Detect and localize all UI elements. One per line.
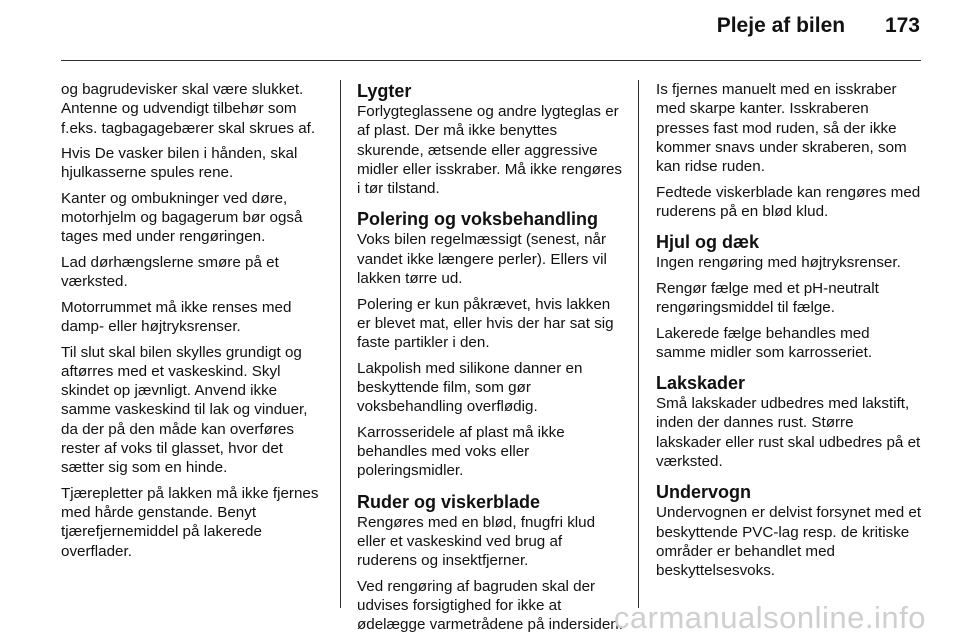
paragraph: Fedtede viskerblade kan rengøres med ruderens på en blød klud. (656, 183, 921, 220)
column-divider (340, 80, 341, 608)
column-1 (61, 80, 327, 567)
paragraph: Karrosseridele af plast må ikke behandles med voks eller poleringsmidler. (357, 423, 565, 480)
section-heading-hjul: Hjul og dæk (656, 232, 759, 253)
paragraph: Polering er kun påkrævet, hvis lakken er blevet mat, eller hvis der har sat sig faste partikler i den. (357, 295, 614, 352)
paragraph: Rengør fælge med et pH-neutralt rengøringsmiddel til fælge. (656, 279, 879, 317)
paragraph: Tjærepletter på lakken må ikke fjernes med hårde genstande. Benyt tjærefjernemiddel på lakerede overflader. (61, 484, 319, 560)
paragraph: Lakpolish med silikone danner en beskyttende film, som gør voksbehandling overflødig. (357, 359, 583, 416)
column-divider (638, 80, 639, 608)
page-number: 173 (884, 14, 920, 37)
paragraph: Hvis De vasker bilen i hånden, skal hjulkasserne spules rene. (61, 145, 298, 182)
paragraph: Til slut skal bilen skylles grundigt og aftørres med et vaskeskind. Skyl skindet op jævnligt. Anvend ikke samme vaskeskind til lak og vinduer, da der på den måde kan overføres rester af voks til glasset, hvor det sætter sig som en hinde. (61, 343, 308, 477)
paragraph: Ingen rengøring med højtryksrenser. (656, 254, 901, 272)
chapter-title: Pleje af bilen (716, 14, 846, 37)
paragraph: Kanter og ombukninger ved døre, motorhjelm og bagagerum bør også tages med under rengøringen. (61, 189, 303, 246)
paragraph: Voks bilen regelmæssigt (senest, når vandet ikke længere perler). Ellers vil lakken tørre ud. (357, 231, 607, 288)
paragraph: Lad dørhængslerne smøre på et værksted. (61, 253, 279, 291)
paragraph: Motorrummet må ikke renses med damp- eller højtryksrenser. (61, 298, 292, 336)
column-3 (656, 80, 922, 587)
section-heading-polering: Polering og voksbehandling (357, 209, 599, 230)
watermark: carmanualsonline.info (613, 600, 926, 635)
column-2 (357, 80, 623, 641)
paragraph: Forlygteglassene og andre lygteglas er af plast. Der må ikke benyttes skurende, ætsende eller aggressive midler eller isskraber. Må ikke rengøres i tør tilstand. (357, 103, 623, 198)
section-heading-lygter: Lygter (357, 81, 412, 101)
section-heading-undervogn: Undervogn (656, 482, 752, 503)
section-heading-lakskader: Lakskader (656, 373, 746, 394)
paragraph: Lakerede fælge behandles med samme midler som karrosseriet. (656, 324, 873, 361)
paragraph: Rengøres med en blød, fnugfri klud eller et vaskeskind ved brug af ruderens og insektfjerner. (357, 513, 596, 570)
paragraph: Is fjernes manuelt med en isskraber med skarpe kanter. Isskraberen presses fast mod ruden, så der ikke kommer snavs under skraberen, som kan ridse ruden. (656, 81, 907, 176)
paragraph: Undervognen er delvist forsynet med et beskyttende PVC-lag resp. de kritiske områder er behandlet med beskyttelsesvoks. (656, 504, 922, 580)
section-heading-ruder: Ruder og viskerblade (357, 491, 541, 512)
header-rule (61, 60, 921, 61)
paragraph: og bagrudevisker skal være slukket. Antenne og udvendigt tilbehør som f.eks. tagbagagebærer skal skrues af. (61, 81, 316, 137)
paragraph: Ved rengøring af bagruden skal der udvises forsigtighed for ikke at ødelægge varmetrådene på indersiden. (357, 577, 623, 634)
paragraph: Små lakskader udbedres med lakstift, inden der dannes rust. Større lakskader eller rust skal udbedres på et værksted. (656, 395, 921, 471)
page-header (717, 14, 920, 38)
